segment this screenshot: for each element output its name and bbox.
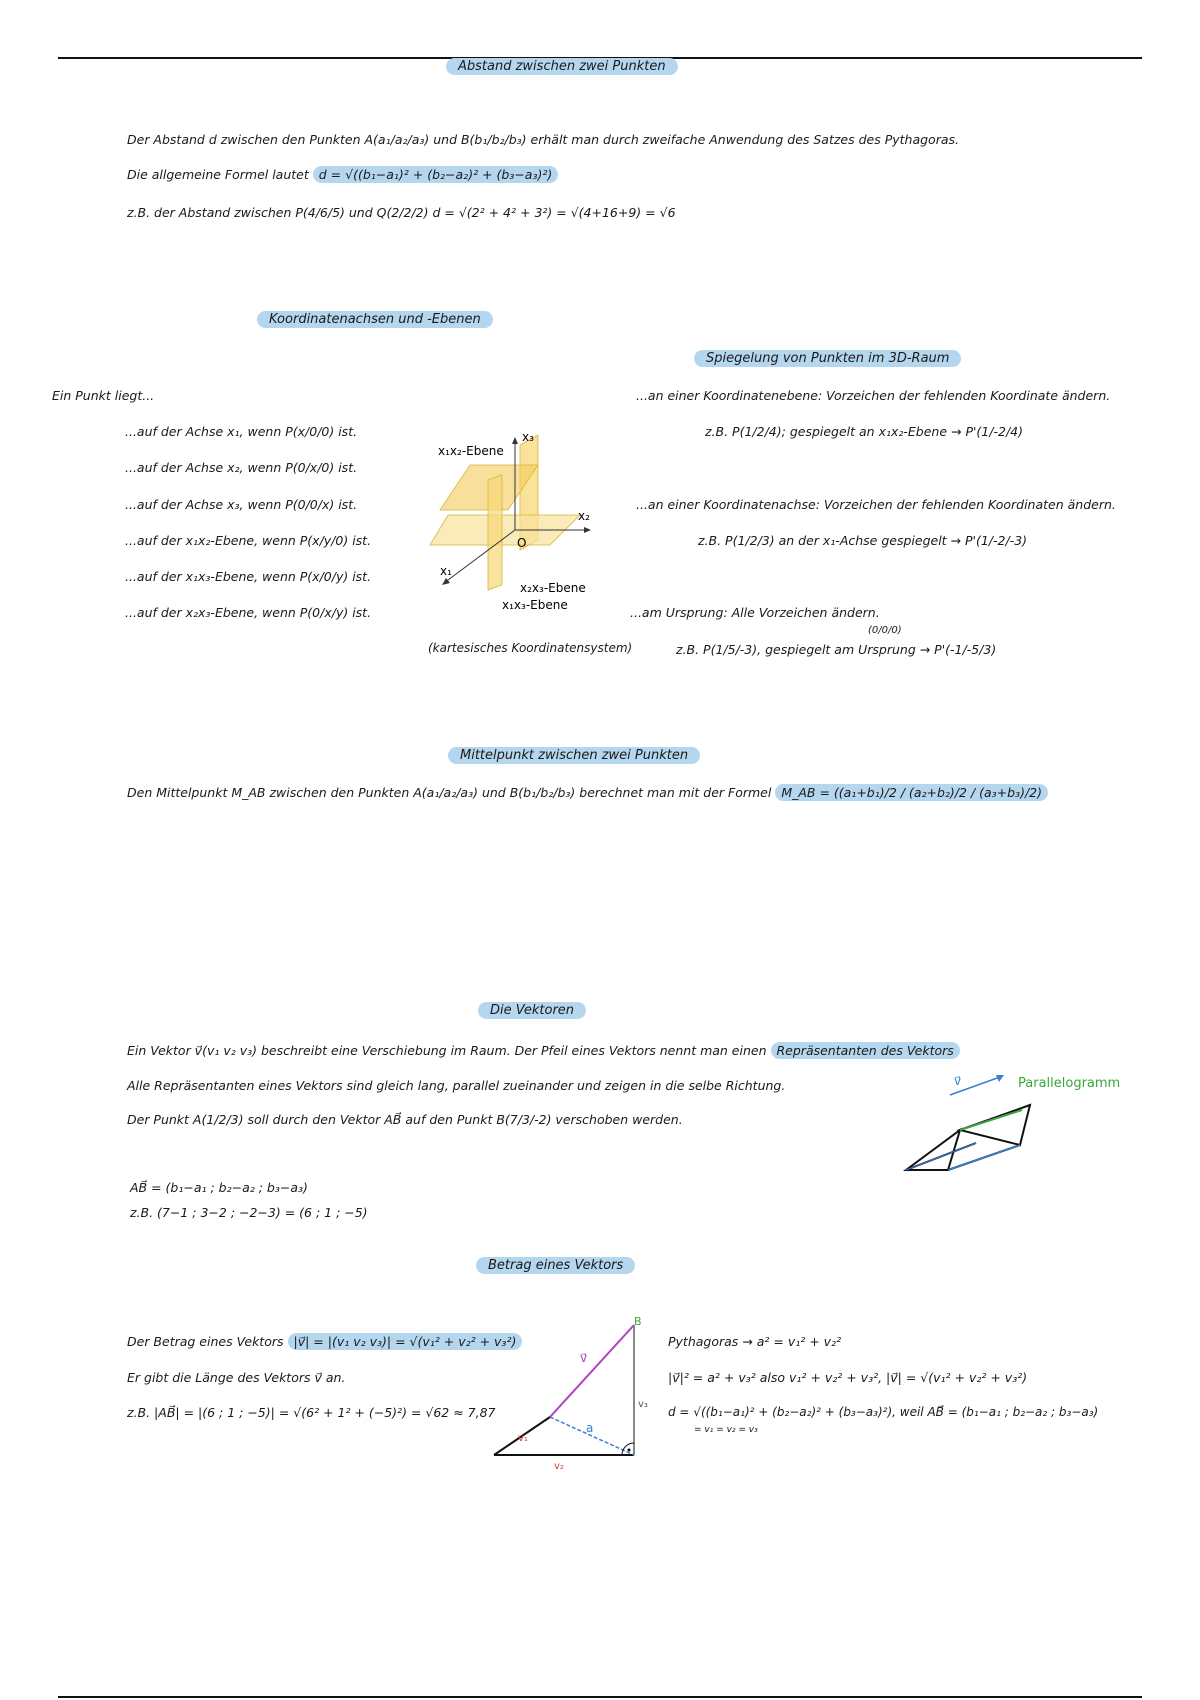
spiegelung-achse-example: z.B. P(1/2/3) an der x₁-Achse gespiegelt → P'(1/-2/-3) (698, 533, 1028, 548)
vektoren-line-3: Der Punkt A(1/2/3) soll durch den Vektor AB⃗ auf den Punkt B(7/3/-2) verschoben werden. (127, 1112, 683, 1127)
achsen-item: ...auf der Achse x₃, wenn P(0/0/x) ist. (125, 497, 358, 512)
spiegelung-ursprung-example: z.B. P(1/5/-3), gespiegelt am Ursprung → P'(-1/-5/3) (676, 642, 997, 657)
abstand-line-1: Der Abstand d zwischen den Punkten A(a₁/a₂/a₃) und B(b₁/b₂/b₃) erhält man durch zweifache Anwendung des Satzes des Pythagoras. (127, 132, 959, 147)
tri-label-B: B (634, 1315, 642, 1328)
achsen-item: ...auf der x₁x₂-Ebene, wenn P(x/y/0) ist. (125, 533, 372, 548)
section-title-vektoren: Die Vektoren (478, 1002, 586, 1019)
spiegelung-ursprung: ...am Ursprung: Alle Vorzeichen ändern. (630, 605, 880, 620)
vektoren-repraesentant: Repräsentanten des Vektors (771, 1042, 960, 1059)
label-origin: O (517, 536, 527, 550)
triangle-back (906, 1130, 960, 1170)
section-title-betrag: Betrag eines Vektors (476, 1257, 635, 1274)
label-x2: x₂ (578, 509, 590, 523)
betrag-line-1-text: Der Betrag eines Vektors (127, 1334, 284, 1349)
vector-green-1 (960, 1110, 1022, 1130)
mittelpunkt-formula: M_AB = ((a₁+b₁)/2 / (a₂+b₂)/2 / (a₃+b₃)/2) (775, 784, 1048, 801)
coordinate-system-diagram (430, 430, 620, 625)
betrag-pyth-1: Pythagoras → a² = v₁² + v₂² (668, 1334, 842, 1349)
tri-label-v2: v₂ (554, 1461, 564, 1472)
spiegelung-ebene: ...an einer Koordinatenebene: Vorzeichen der fehlenden Koordinate ändern. (636, 388, 1111, 403)
abstand-line-2 (127, 167, 558, 182)
achsen-item: ...auf der Achse x₂, wenn P(0/x/0) ist. (125, 460, 358, 475)
label-x3: x₃ (522, 430, 534, 444)
tri-label-v: v⃗ (580, 1351, 588, 1365)
abstand-line-2-label: Die allgemeine Formel lautet (127, 167, 309, 182)
betrag-pyth-2: |v⃗|² = a² + v₃² also v₁² + v₂² + v₃², |v⃗| = √(v₁² + v₂² + v₃²) (668, 1370, 1028, 1385)
plane-x2x3-front (488, 475, 502, 590)
section-title-achsen: Koordinatenachsen und -Ebenen (257, 311, 493, 328)
betrag-example: z.B. |AB⃗| = |(6 ; 1 ; −5)| = √(6² + 1² + (−5)²) = √62 ≈ 7,87 (127, 1405, 496, 1420)
diagram-caption: (kartesisches Koordinatensystem) (428, 641, 633, 655)
spiegelung-achse: ...an einer Koordinatenachse: Vorzeichen der fehlenden Koordinaten ändern. (636, 497, 1116, 512)
betrag-pyth-3-sub: = v₁ = v₂ = v₃ (694, 1425, 758, 1435)
abstand-example: z.B. der Abstand zwischen P(4/6/5) und Q(2/2/2) d = √(2² + 4² + 3²) = √(4+16+9) = √6 (127, 205, 676, 220)
label-x2x3-plane: x₂x₃-Ebene (520, 581, 586, 595)
section-title-spiegelung: Spiegelung von Punkten im 3D-Raum (694, 350, 961, 367)
achsen-intro: Ein Punkt liegt... (52, 388, 155, 403)
right-angle-dot (628, 1449, 631, 1452)
section-title-abstand: Abstand zwischen zwei Punkten (446, 58, 678, 75)
achsen-item: ...auf der x₁x₃-Ebene, wenn P(x/0/y) ist. (125, 569, 372, 584)
spiegelung-ursprung-note: (0/0/0) (868, 625, 902, 636)
bottom-rule (58, 1696, 1142, 1698)
tri-label-a: a (586, 1421, 594, 1435)
vektoren-example: z.B. (7−1 ; 3−2 ; −2−3) = (6 ; 1 ; −5) (130, 1205, 368, 1220)
betrag-line-1 (127, 1334, 522, 1349)
axis-x2-arrow (584, 527, 591, 533)
label-x1x2-plane: x₁x₂-Ebene (438, 444, 504, 458)
section-title-mittelpunkt: Mittelpunkt zwischen zwei Punkten (448, 747, 700, 764)
spiegelung-ebene-example: z.B. P(1/2/4); gespiegelt an x₁x₂-Ebene → P'(1/-2/4) (705, 424, 1023, 439)
abstand-formula: d = √((b₁−a₁)² + (b₂−a₂)² + (b₃−a₃)²) (313, 166, 558, 183)
vector-blue-2 (906, 1143, 976, 1170)
vektoren-line-1 (127, 1043, 960, 1058)
betrag-line-2: Er gibt die Länge des Vektors v⃗ an. (127, 1370, 346, 1385)
achsen-item: ...auf der Achse x₁, wenn P(x/0/0) ist. (125, 424, 358, 439)
betrag-triangle-figure (490, 1315, 650, 1472)
mittelpunkt-line (127, 785, 1048, 800)
mittelpunkt-text: Den Mittelpunkt M_AB zwischen den Punkten A(a₁/a₂/a₃) und B(b₁/b₂/b₃) berechnet man mit der Formel (127, 785, 772, 800)
label-x1: x₁ (440, 564, 452, 578)
label-x1x3-plane: x₁x₃-Ebene (502, 598, 568, 612)
betrag-pyth-3: d = √((b₁−a₁)² + (b₂−a₂)² + (b₃−a₃)²), weil AB⃗ = (b₁−a₁ ; b₂−a₂ ; b₃−a₃) (668, 1405, 1099, 1419)
tri-label-v1: v₁ (518, 1433, 528, 1444)
parallelogram-figure (900, 1065, 1130, 1175)
vektoren-formula: AB⃗ = (b₁−a₁ ; b₂−a₂ ; b₃−a₃) (130, 1180, 308, 1195)
parallelogram-vec-label: v⃗ (954, 1074, 962, 1088)
betrag-formula: |v⃗| = |(v₁ v₂ v₃)| = √(v₁² + v₂² + v₃²) (288, 1333, 523, 1350)
parallelogram-label: Parallelogramm (1018, 1076, 1121, 1091)
axis-x3-arrow (512, 437, 518, 444)
tri-label-v3: v₃ (638, 1399, 648, 1410)
vector-v (550, 1325, 634, 1417)
vektoren-line-2: Alle Repräsentanten eines Vektors sind gleich lang, parallel zueinander und zeigen in die selbe Richtung. (127, 1078, 786, 1093)
vektoren-line-1-text: Ein Vektor v⃗(v₁ v₂ v₃) beschreibt eine Verschiebung im Raum. Der Pfeil eines Vektors nennt man einen (127, 1043, 767, 1058)
achsen-item: ...auf der x₂x₃-Ebene, wenn P(0/x/y) ist. (125, 605, 372, 620)
